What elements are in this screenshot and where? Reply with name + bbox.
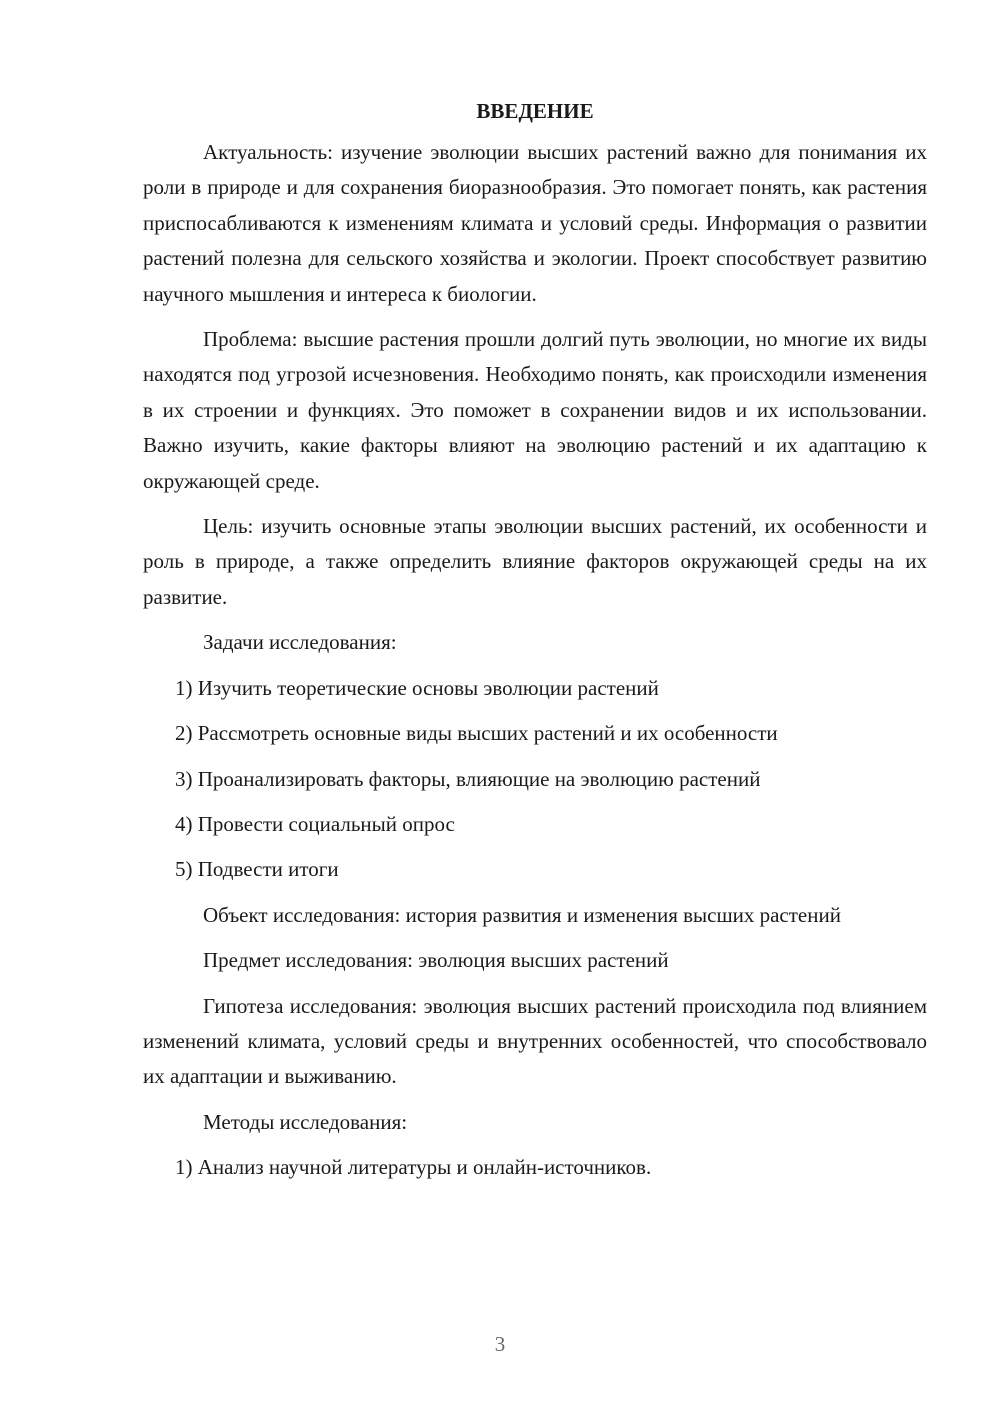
list-item: 1) Изучить теоретические основы эволюции растений [175, 675, 659, 700]
list-item: 2) Рассмотреть основные виды высших растений и их особенности [175, 721, 778, 746]
subject-paragraph: Предмет исследования: эволюция высших растений [203, 948, 669, 973]
section-title: ВВЕДЕНИЕ [476, 99, 594, 123]
list-item: 5) Подвести итоги [175, 857, 339, 882]
list-item: 3) Проанализировать факторы, влияющие на эволюцию растений [175, 766, 761, 791]
hypothesis-paragraph: Гипотеза исследования: эволюция высших растений происходила под влиянием изменений климата, условий среды и внутренних особенностей, что способствовало их адаптации и выживанию. [143, 993, 927, 1089]
methods-heading: Методы исследования: [203, 1109, 408, 1134]
object-paragraph: Объект исследования: история развития и изменения высших растений [203, 902, 841, 927]
methods-list [143, 1150, 927, 1185]
document-page [143, 96, 927, 1196]
problem-paragraph: Проблема: высшие растения прошли долгий путь эволюции, но многие их виды находятся под угрозой исчезновения. Необходимо понять, как происходили изменения в их строении и функциях. Это поможет в сохранении видов и их использовании. Важно изучить, какие факторы влияют на эволюцию растений и их адаптацию к окружающей среде. [143, 327, 927, 493]
list-item: 4) Провести социальный опрос [175, 811, 455, 836]
tasks-heading: Задачи исследования: [203, 630, 397, 655]
page-number: 3 [494, 1332, 506, 1356]
tasks-list [143, 671, 927, 888]
goal-paragraph: Цель: изучить основные этапы эволюции высших растений, их особенности и роль в природе, а также определить влияние факторов окружающей среды на их развитие. [143, 514, 927, 609]
relevance-paragraph: Актуальность: изучение эволюции высших растений важно для понимания их роли в природе и для сохранения биоразнообразия. Это помогает понять, как растения приспосабливаются к изменениям климата и условий среды. Информация о развитии растений полезна для сельского хозяйства и экологии. Проект способствует развитию научного мышления и интереса к биологии. [143, 140, 927, 306]
list-item: 1) Анализ научной литературы и онлайн-источников. [175, 1155, 652, 1180]
